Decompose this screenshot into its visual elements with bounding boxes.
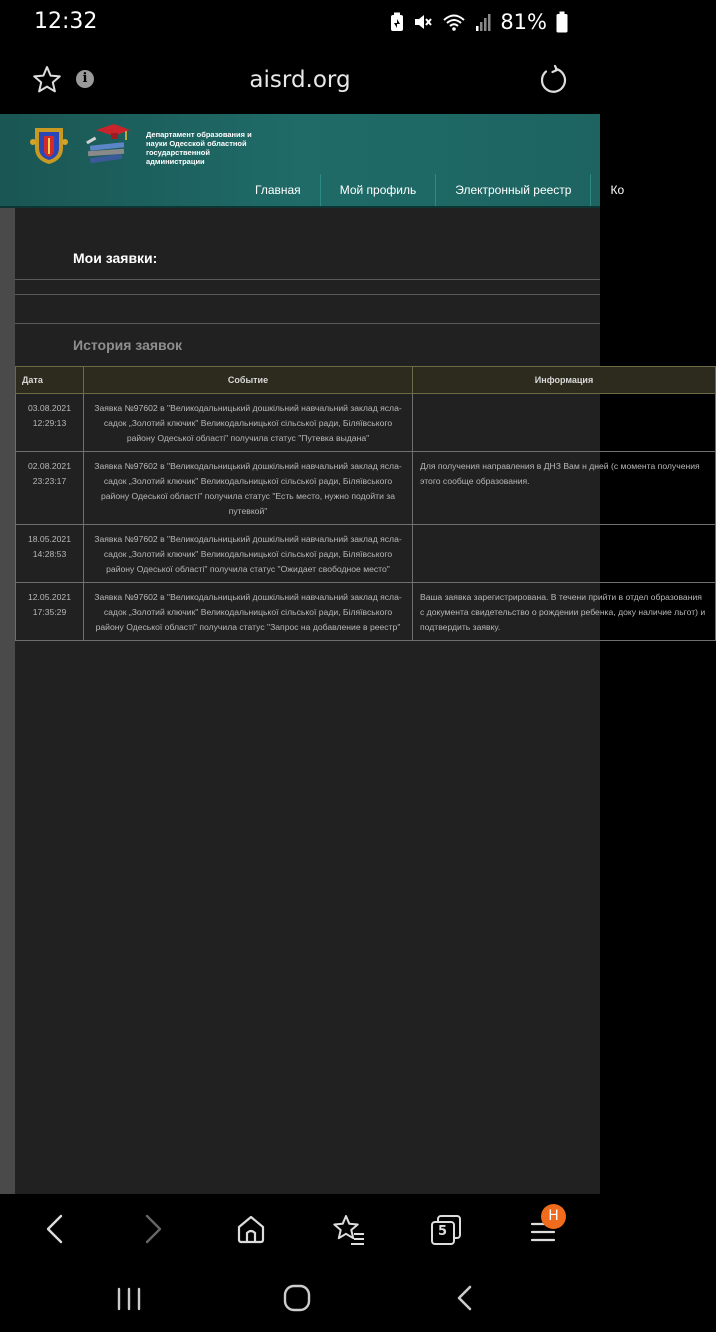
site-info-icon[interactable]: i — [76, 70, 94, 88]
column-info: Информация — [413, 367, 716, 394]
column-date: Дата — [16, 367, 84, 394]
nav-my-profile[interactable]: Мой профиль — [320, 174, 436, 206]
table-row — [16, 525, 716, 583]
row-event: Заявка №97602 в "Великодальницький дошкільний навчальний заклад ясла-садок „Золотий ключик" Великодальницької сільської ради, Біляївського району Одеської області" получила статус "Запрос на добавление в реестр" — [84, 583, 413, 641]
row-date: 12.05.2021 17:35:29 — [16, 583, 84, 641]
forward-icon[interactable] — [140, 1214, 166, 1244]
education-books-logo — [84, 122, 134, 166]
coat-of-arms-logo — [30, 124, 68, 166]
web-content — [0, 114, 706, 1194]
row-info — [413, 394, 716, 452]
row-date: 02.08.2021 23:23:17 — [16, 452, 84, 525]
battery-percent: 81% — [500, 10, 547, 34]
my-requests-empty-list — [15, 294, 600, 324]
home-icon[interactable] — [236, 1214, 266, 1244]
site-header — [0, 114, 625, 206]
row-date: 03.08.2021 12:29:13 — [16, 394, 84, 452]
browser-bottom-nav — [0, 1194, 600, 1264]
row-info: Ваша заявка зарегистрирована. В течени прийти в отдел образования с документа свидетельство о рождении ребенка, доку наличие льгот) и подтвердить заявку. — [413, 583, 716, 641]
menu-notification-badge: H — [541, 1204, 566, 1229]
table-row — [16, 394, 716, 452]
tabs-button[interactable] — [430, 1214, 462, 1246]
table-row — [16, 452, 716, 525]
mute-icon — [413, 12, 433, 32]
column-event: Событие — [84, 367, 413, 394]
reload-icon[interactable] — [538, 65, 568, 95]
status-bar — [0, 0, 600, 46]
url-field[interactable]: aisrd.org — [249, 67, 351, 93]
row-event: Заявка №97602 в "Великодальницький дошкільний навчальний заклад ясла-садок „Золотий ключик" Великодальницької сільської ради, Біляївського району Одеської області" получила статус "Ожидает свободное место" — [84, 525, 413, 583]
battery-saver-icon — [390, 12, 404, 32]
nav-contacts[interactable]: Ко — [590, 174, 643, 206]
signal-icon — [475, 12, 491, 32]
my-requests-section — [15, 208, 600, 280]
battery-icon — [556, 11, 568, 33]
row-info — [413, 525, 716, 583]
tab-count: 5 — [438, 1224, 448, 1239]
system-back-icon[interactable] — [455, 1284, 475, 1312]
nav-home[interactable]: Главная — [255, 183, 301, 197]
row-event: Заявка №97602 в "Великодальницький дошкільний навчальний заклад ясла-садок „Золотий ключик" Великодальницької сільської ради, Біляївського району Одеської області" получила статус "Есть место, нужно подойти за путевкой" — [84, 452, 413, 525]
home-button-icon[interactable] — [283, 1284, 311, 1312]
table-row — [16, 583, 716, 641]
status-time: 12:32 — [34, 9, 98, 34]
row-info: Для получения направления в ДНЗ Вам н дней (с момента получения этого сообще образования. — [413, 452, 716, 525]
main-content — [15, 208, 706, 1194]
department-title: Департамент образования и науки Одесской областной государственной администрации — [146, 130, 252, 166]
history-header-row — [16, 367, 716, 394]
status-icons — [390, 10, 568, 34]
history-title: История заявок — [73, 337, 182, 353]
row-date: 18.05.2021 14:28:53 — [16, 525, 84, 583]
browser-address-bar — [0, 46, 600, 114]
bookmarks-icon[interactable] — [332, 1214, 366, 1246]
wifi-icon — [442, 12, 466, 32]
back-icon[interactable] — [42, 1214, 68, 1244]
my-requests-title: Мои заявки: — [73, 250, 158, 266]
system-nav-bar — [0, 1264, 600, 1332]
history-table — [15, 366, 716, 641]
left-gutter — [0, 208, 15, 1194]
recent-apps-icon[interactable] — [116, 1286, 142, 1312]
site-nav — [236, 174, 643, 206]
nav-electronic-registry[interactable]: Электронный реестр — [435, 174, 590, 206]
row-event: Заявка №97602 в "Великодальницький дошкільний навчальний заклад ясла-садок „Золотий ключик" Великодальницької сільської ради, Біляївського району Одеської області" получила статус "Путевка выдана" — [84, 394, 413, 452]
